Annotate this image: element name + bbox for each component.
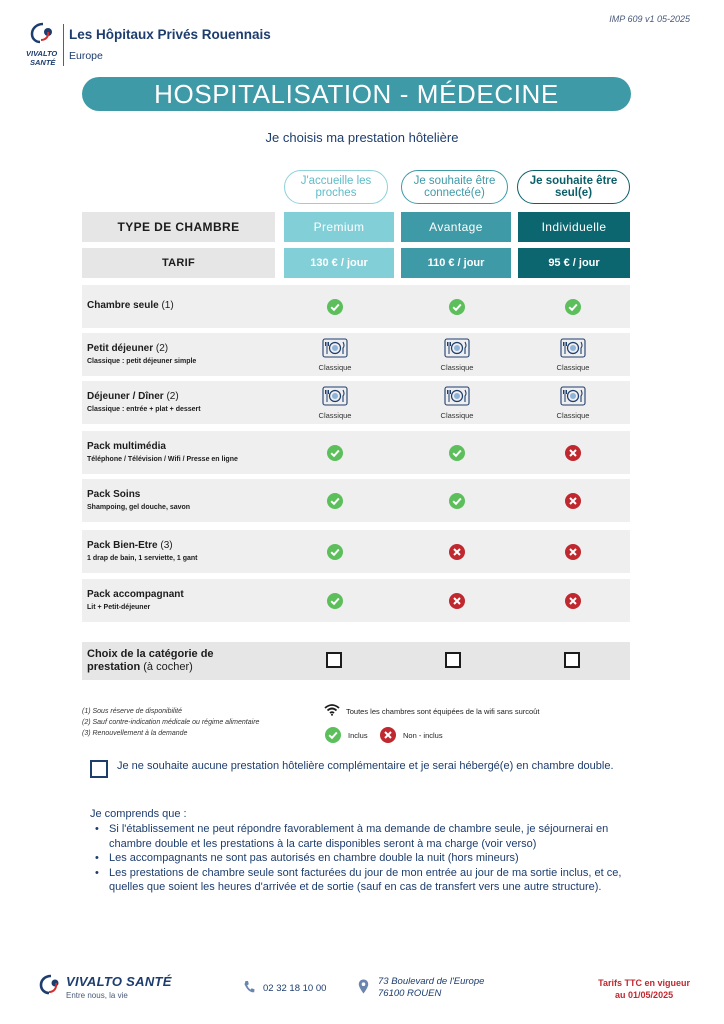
- meal-level-label: Classique: [556, 363, 590, 372]
- included-icon-premium: [327, 299, 343, 315]
- hospital-site: Europe: [69, 50, 103, 62]
- table-row-label: [87, 300, 174, 312]
- meal-plate-icon: [322, 386, 348, 410]
- tarifs-notice: Tarifs TTC en vigueur au 01/05/2025: [598, 978, 690, 1000]
- no-prestation-checkbox[interactable]: [90, 760, 108, 778]
- row-note: (1): [158, 300, 174, 311]
- included-icon-premium: [327, 445, 343, 461]
- choice-checkbox-premium[interactable]: [326, 652, 342, 668]
- choice-checkbox-avantage[interactable]: [445, 652, 461, 668]
- row-note: (2): [153, 343, 169, 354]
- tarif-individuelle: 95 € / jour: [518, 248, 630, 278]
- meal-level-label: Classique: [440, 411, 474, 420]
- footnote: (1) Sous réserve de disponibilité: [82, 708, 182, 715]
- location-pin-icon: [358, 979, 369, 994]
- included-icon-avantage: [449, 445, 465, 461]
- row-note: (3): [157, 540, 173, 551]
- tarif-label: TARIF: [82, 248, 275, 278]
- list-item: • Les prestations de chambre seule sont facturées du jour de mon entrée au jour de ma sortie inclus, et ce, quelles que soient les heures d'arrivée et de sortie (sauf en cas de transfert vers une autre structure).: [95, 866, 650, 895]
- meal-cell-avantage: [427, 338, 487, 372]
- meal-plate-icon: [560, 338, 586, 362]
- table-row-label: [87, 489, 190, 514]
- row-subtitle: Classique : petit déjeuner simple: [87, 358, 197, 365]
- page-title: HOSPITALISATION - MÉDECINE: [154, 78, 559, 109]
- offer-tagline-avantage: Je souhaite être connecté(e): [401, 170, 508, 204]
- meal-cell-avantage: [427, 386, 487, 420]
- wifi-legend-text: Toutes les chambres sont équipées de la wifi sans surcoût: [346, 707, 540, 716]
- table-row-label: [87, 391, 201, 416]
- footer-tagline: Entre nous, la vie: [66, 991, 128, 1000]
- hospital-name: Les Hôpitaux Privés Rouennais: [69, 27, 271, 42]
- footer-phone: 02 32 18 10 00: [263, 983, 327, 994]
- document-reference: IMP 609 v1 05-2025: [609, 14, 690, 24]
- included-icon-premium: [327, 493, 343, 509]
- room-type-avantage: Avantage: [401, 212, 511, 242]
- included-icon-premium: [327, 544, 343, 560]
- row-title: Pack accompagnant: [87, 589, 184, 600]
- meal-cell-premium: [305, 386, 365, 420]
- row-note: (2): [163, 391, 179, 402]
- meal-plate-icon: [560, 386, 586, 410]
- list-item: • Si l'établissement ne peut répondre favorablement à ma demande de chambre seule, je séjournerai en chambre double et les prestations à la carte disponibles seront à ma charge (voir verso): [95, 822, 650, 851]
- meal-level-label: Classique: [318, 363, 352, 372]
- meal-cell-premium: [305, 338, 365, 372]
- row-subtitle: 1 drap de bain, 1 serviette, 1 gant: [87, 555, 198, 562]
- page-subtitle: Je choisis ma prestation hôtelière: [265, 130, 459, 145]
- footer-brand: VIVALTO SANTÉ: [66, 974, 172, 989]
- tarif-premium: 130 € / jour: [284, 248, 394, 278]
- room-type-premium: Premium: [284, 212, 394, 242]
- meal-plate-icon: [444, 338, 470, 362]
- included-legend-text: Inclus: [348, 731, 368, 740]
- meal-cell-individuelle: [543, 338, 603, 372]
- footnotes: [82, 706, 259, 739]
- table-row-label: [87, 540, 197, 565]
- phone-icon: [243, 980, 255, 994]
- not-included-icon-individuelle: [565, 544, 581, 560]
- footer-logo-icon: [38, 973, 64, 999]
- not-included-icon-avantage: [449, 593, 465, 609]
- not-included-icon-individuelle: [565, 593, 581, 609]
- not-included-icon-avantage: [449, 544, 465, 560]
- row-subtitle: Lit + Petit-déjeuner: [87, 604, 151, 611]
- room-type-label: TYPE DE CHAMBRE: [82, 212, 275, 242]
- comprends-list: [95, 822, 650, 895]
- logo-text-sante: SANTÉ: [30, 58, 56, 67]
- page-title-banner: [82, 77, 631, 111]
- comprends-intro: Je comprends que :: [90, 808, 187, 820]
- logo-text-vivalto: VIVALTO: [26, 49, 58, 58]
- row-title: Pack multimédia: [87, 441, 166, 452]
- footnote: (3) Renouvellement à la demande: [82, 730, 188, 737]
- row-title: Déjeuner / Dîner: [87, 391, 164, 402]
- not-included-legend-text: Non - inclus: [403, 731, 443, 740]
- header-divider: [63, 24, 64, 66]
- meal-level-label: Classique: [440, 363, 474, 372]
- footnote: (2) Sauf contre-indication médicale ou régime alimentaire: [82, 719, 260, 726]
- table-row-label: [87, 589, 184, 614]
- included-icon-avantage: [449, 299, 465, 315]
- table-row-label: [87, 441, 238, 466]
- included-legend-icon: [325, 727, 341, 743]
- meal-plate-icon: [444, 386, 470, 410]
- no-prestation-text: Je ne souhaite aucune prestation hôtelière complémentaire et je serai hébergé(e) en chambre double.: [117, 760, 614, 772]
- included-icon-individuelle: [565, 299, 581, 315]
- not-included-icon-individuelle: [565, 493, 581, 509]
- meal-cell-individuelle: [543, 386, 603, 420]
- row-title: Petit déjeuner: [87, 343, 154, 354]
- row-subtitle: Shampoing, gel douche, savon: [87, 504, 191, 511]
- meal-level-label: Classique: [556, 411, 590, 420]
- row-subtitle: Classique : entrée + plat + dessert: [87, 406, 201, 413]
- footer-address: 73 Boulevard de l'Europe 76100 ROUEN: [378, 976, 485, 999]
- row-subtitle: Téléphone / Télévision / Wifi / Presse en ligne: [87, 456, 238, 463]
- tarif-avantage: 110 € / jour: [401, 248, 511, 278]
- offer-tagline-individuelle: Je souhaite être seul(e): [517, 170, 630, 204]
- row-title: Pack Soins: [87, 489, 141, 500]
- included-icon-avantage: [449, 493, 465, 509]
- not-included-legend-icon: [380, 727, 396, 743]
- vivalto-logo: [26, 20, 60, 68]
- choice-checkbox-individuelle[interactable]: [564, 652, 580, 668]
- row-title: Chambre seule: [87, 300, 159, 311]
- offer-tagline-premium: J'accueille les proches: [284, 170, 388, 204]
- not-included-icon-individuelle: [565, 445, 581, 461]
- list-item: • Les accompagnants ne sont pas autorisés en chambre double la nuit (hors mineurs): [95, 851, 650, 866]
- room-type-individuelle: Individuelle: [518, 212, 630, 242]
- meal-plate-icon: [322, 338, 348, 362]
- meal-level-label: Classique: [318, 411, 352, 420]
- row-title: Pack Bien-Etre: [87, 540, 158, 551]
- table-row-label: [87, 343, 196, 368]
- included-icon-premium: [327, 593, 343, 609]
- choice-row-label: Choix de la catégorie de prestation (à cocher): [87, 648, 214, 673]
- wifi-icon: [324, 703, 340, 716]
